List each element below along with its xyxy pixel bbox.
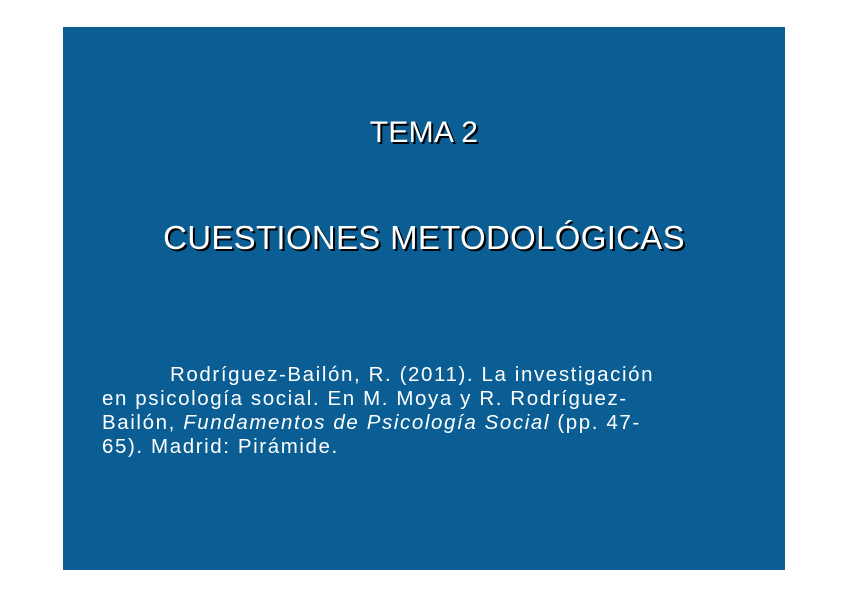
citation-line-4: 65). Madrid: Pirámide. [102,435,339,458]
citation-line-3 [102,411,772,435]
slide-title: CUESTIONES METODOLÓGICAS [163,219,685,256]
slide [63,27,785,570]
citation-line-1: Rodríguez-Bailón, R. (2011). La investigación [170,363,655,386]
reference-citation [102,363,772,459]
citation-line-2: en psicología social. En M. Moya y R. Rodríguez- [102,387,628,410]
slide-subtitle: TEMA 2 [369,116,479,149]
citation-book-title: Fundamentos de Psicología Social [183,411,551,434]
citation-line-3-suffix: (pp. 47- [550,411,641,434]
citation-line-3-prefix: Bailón, [102,411,184,434]
